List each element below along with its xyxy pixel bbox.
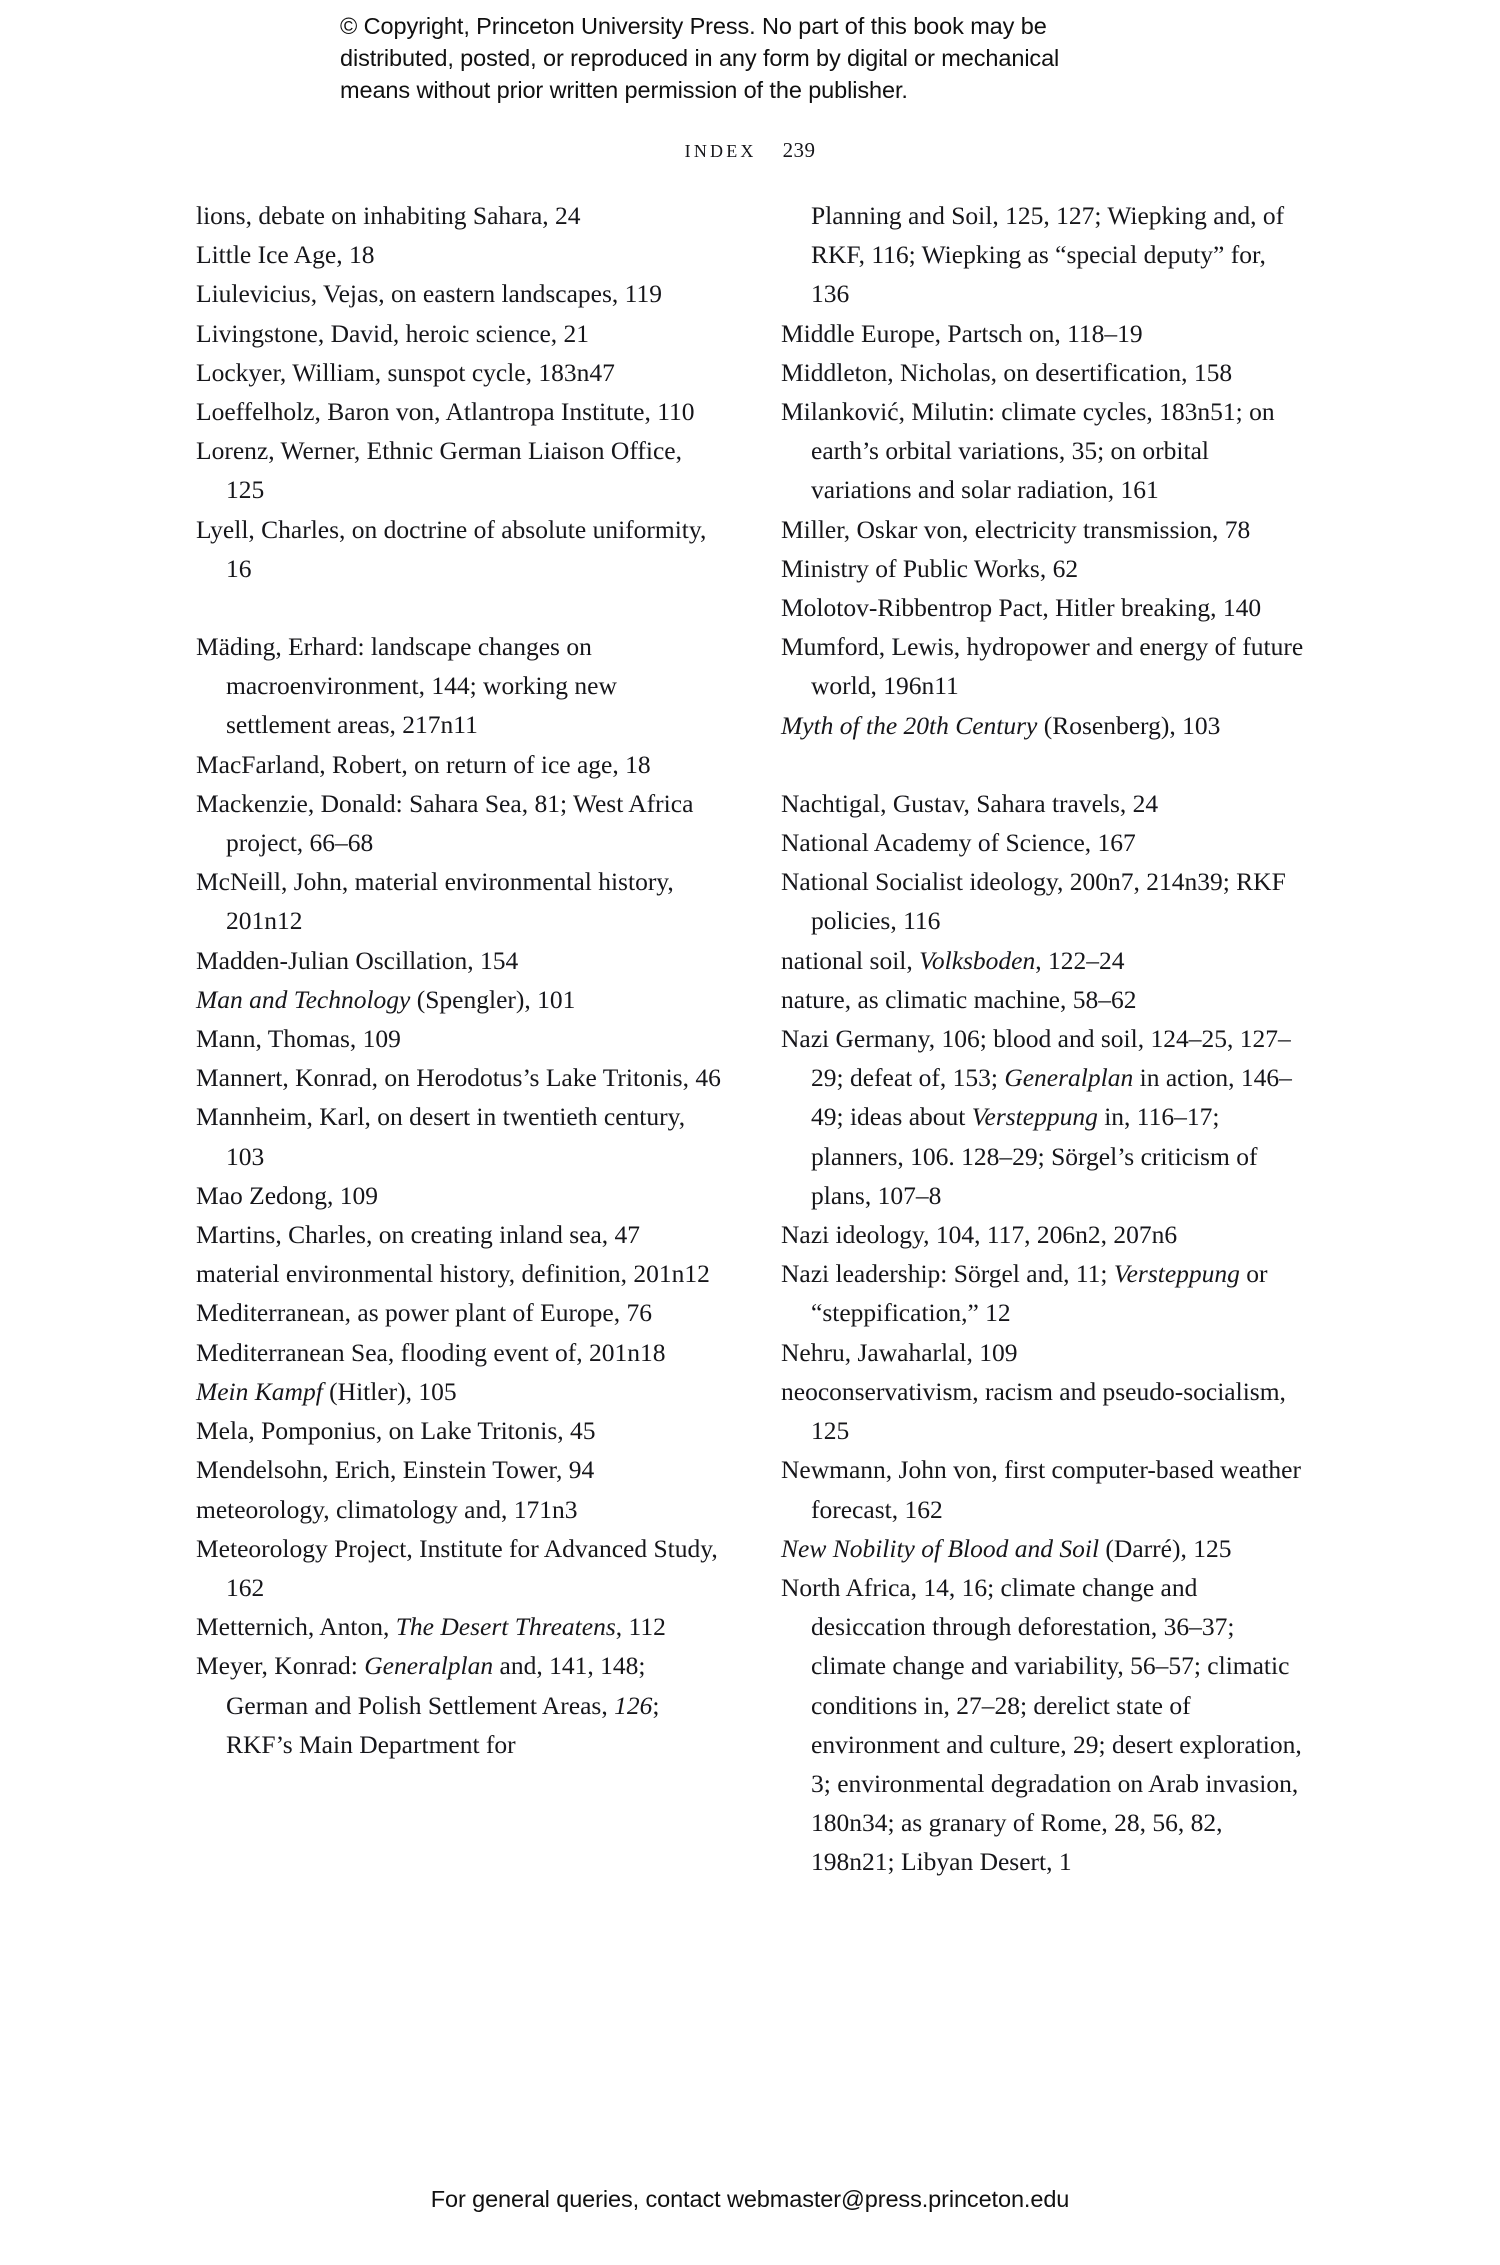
page-number: 239	[782, 138, 816, 162]
index-entry: North Africa, 14, 16; climate change and desiccation through deforestation, 36–37; climate change and variability, 56–57; climatic conditions in, 27–28; derelict state of environment and culture, 29; desert exploration, 3; environmental degradation on Arab invasion, 180n34; as granary of Rome, 28, 56, 82, 198n21; Libyan Desert, 1	[781, 1572, 1309, 1877]
index-entry: Metternich, Anton, The Desert Threatens, 112	[196, 1612, 666, 1642]
index-entry: Mendelsohn, Erich, Einstein Tower, 94	[196, 1455, 595, 1485]
index-entry: McNeill, John, material environmental history, 201n12	[196, 867, 681, 936]
index-body	[196, 196, 1310, 1882]
footer-query-notice: For general queries, contact webmaster@press.princeton.edu	[430, 2186, 1070, 2212]
index-entry: Mein Kampf (Hitler), 105	[196, 1376, 457, 1406]
index-entry-continuation: Planning and Soil, 125, 127; Wiepking and, of RKF, 116; Wiepking as “special deputy” for, 136	[811, 201, 1291, 309]
index-entry: Ministry of Public Works, 62	[781, 553, 1079, 583]
index-entry: Meteorology Project, Institute for Advanced Study, 162	[196, 1533, 725, 1602]
index-entry: National Academy of Science, 167	[781, 828, 1136, 858]
index-entry: Middleton, Nicholas, on desertification, 158	[781, 357, 1233, 387]
index-entry: Mela, Pomponius, on Lake Tritonis, 45	[196, 1416, 596, 1446]
index-entry: Mao Zedong, 109	[196, 1180, 379, 1210]
copyright-notice	[0, 10, 1500, 106]
index-entry: Man and Technology (Spengler), 101	[196, 984, 576, 1014]
index-entry: Lorenz, Werner, Ethnic German Liaison Office, 125	[196, 436, 689, 505]
index-entry: nature, as climatic machine, 58–62	[781, 984, 1137, 1014]
index-entry: lions, debate on inhabiting Sahara, 24	[196, 201, 581, 230]
index-entry: Middle Europe, Partsch on, 118–19	[781, 318, 1143, 348]
index-entry: Madden-Julian Oscillation, 154	[196, 945, 519, 975]
index-entry: Martins, Charles, on creating inland sea, 47	[196, 1220, 641, 1250]
index-entry: Nazi Germany, 106; blood and soil, 124–25, 127–29; defeat of, 153; Generalplan in action, 146–49; ideas about Versteppung in, 116–17; planners, 106. 128–29; Sörgel’s criticism of plans, 107–8	[781, 1024, 1292, 1210]
index-entry: National Socialist ideology, 200n7, 214n39; RKF policies, 116	[781, 867, 1293, 936]
index-entry: Mediterranean Sea, flooding event of, 201n18	[196, 1337, 666, 1367]
index-entry: Miller, Oskar von, electricity transmission, 78	[781, 514, 1251, 544]
index-entry: national soil, Volksboden, 122–24	[781, 945, 1125, 975]
index-entry: Mann, Thomas, 109	[196, 1024, 401, 1054]
index-entry: New Nobility of Blood and Soil (Darré), 125	[781, 1533, 1232, 1563]
index-entry: Little Ice Age, 18	[196, 240, 375, 270]
index-entry: Lockyer, William, sunspot cycle, 183n47	[196, 357, 615, 387]
index-entry: Nazi leadership: Sörgel and, 11; Versteppung or “steppification,” 12	[781, 1259, 1274, 1328]
copyright-line-3: means without prior written permission of the publisher.	[340, 77, 908, 103]
index-section-gap	[781, 745, 1306, 784]
index-entry: Nehru, Jawaharlal, 109	[781, 1337, 1018, 1367]
index-column-left	[196, 196, 725, 1882]
copyright-line-1: © Copyright, Princeton University Press. No part of this book may be	[340, 13, 1047, 39]
index-entry: Mackenzie, Donald: Sahara Sea, 81; West Africa project, 66–68	[196, 788, 700, 858]
index-entry: meteorology, climatology and, 171n3	[196, 1494, 578, 1524]
index-entry: Milanković, Milutin: climate cycles, 183n51; on earth’s orbital variations, 35; on orbital variations and solar radiation, 161	[781, 397, 1282, 505]
running-head	[0, 138, 1500, 163]
index-entry: Nachtigal, Gustav, Sahara travels, 24	[781, 788, 1159, 818]
index-entry: Livingstone, David, heroic science, 21	[196, 318, 590, 348]
index-entry: Molotov-Ribbentrop Pact, Hitler breaking, 140	[781, 593, 1262, 623]
index-entry: neoconservativism, racism and pseudo-socialism, 125	[781, 1376, 1293, 1446]
index-entry: Myth of the 20th Century (Rosenberg), 103	[781, 710, 1221, 740]
running-head-label: INDEX	[684, 141, 757, 161]
index-entry: Mannheim, Karl, on desert in twentieth century, 103	[196, 1102, 692, 1171]
index-section-gap	[196, 588, 721, 627]
index-entry: Meyer, Konrad: Generalplan and, 141, 148; German and Polish Settlement Areas, 126; RKF’s Main Department for	[196, 1651, 666, 1759]
index-entry: Nazi ideology, 104, 117, 206n2, 207n6	[781, 1220, 1178, 1250]
index-entry: Loeffelholz, Baron von, Atlantropa Institute, 110	[196, 397, 695, 427]
index-entry: Newmann, John von, first computer-based weather forecast, 162	[781, 1455, 1308, 1524]
index-entry: Mumford, Lewis, hydropower and energy of future world, 196n11	[781, 632, 1310, 701]
index-entry: Liulevicius, Vejas, on eastern landscapes, 119	[196, 279, 662, 309]
index-entry: MacFarland, Robert, on return of ice age, 18	[196, 749, 651, 779]
index-entry: Mannert, Konrad, on Herodotus’s Lake Tritonis, 46	[196, 1063, 721, 1093]
index-entry: Mäding, Erhard: landscape changes on macroenvironment, 144; working new settlement areas, 217n11	[196, 632, 624, 740]
index-entry: Mediterranean, as power plant of Europe, 76	[196, 1298, 652, 1328]
copyright-line-2: distributed, posted, or reproduced in any form by digital or mechanical	[340, 45, 1060, 71]
index-column-right	[781, 196, 1310, 1882]
index-entry: material environmental history, definition, 201n12	[196, 1259, 710, 1289]
index-entry: Lyell, Charles, on doctrine of absolute uniformity, 16	[196, 514, 713, 583]
